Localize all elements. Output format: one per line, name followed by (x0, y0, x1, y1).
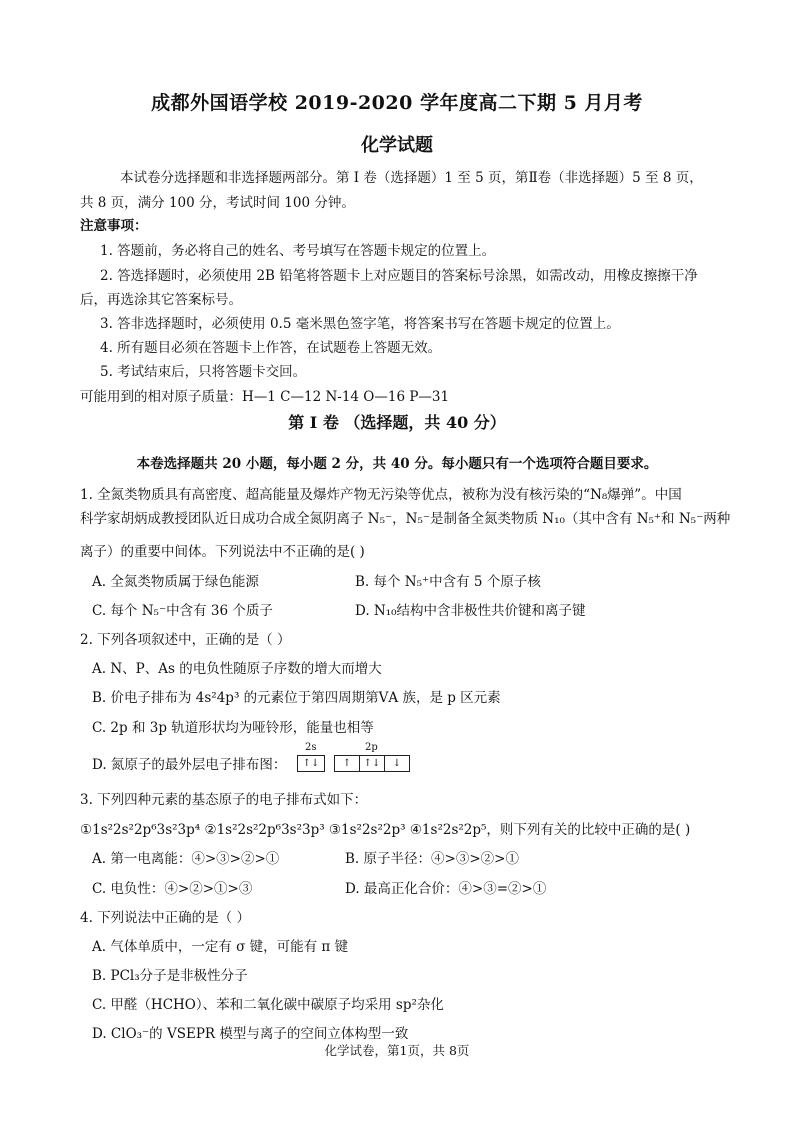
note-5: 5. 考试结束后，只将答题卡交回。 (100, 364, 307, 380)
orbital-box-2p (334, 755, 410, 772)
q2-option-b: B. 价电子排布为 4s²4p³ 的元素位于第四周期第ⅤA 族，是 p 区元素 (92, 690, 501, 706)
q4-option-b: B. PCl₃分子是非极性分子 (92, 968, 248, 984)
q3-configs: ①1s²2s²2p⁶3s²3p⁴ ②1s²2s²2p⁶3s²3p³ ③1s²2s²2p³ ④1s²2s²2p⁵，则下列有关的比较中正确的是( ) (80, 822, 691, 838)
notes-heading: 注意事项： (80, 218, 148, 234)
q2-option-c: C. 2p 和 3p 轨道形状均为哑铃形，能量也相等 (92, 720, 374, 736)
paired-electron-arrows-icon: ↑↓ (360, 756, 385, 771)
paired-electron-arrows-icon: ↑↓ (302, 758, 320, 769)
note-1: 1. 答题前，务必将自己的姓名、考号填写在答题卡规定的位置上。 (100, 243, 496, 259)
atomic-masses: 可能用到的相对原子质量：H—1 C—12 N-14 O—16 P—31 (80, 389, 450, 405)
q4-stem: 4. 下列说法中正确的是（ ） (80, 910, 250, 926)
note-4: 4. 所有题目必须在答题卡上作答，在试题卷上答题无效。 (100, 340, 442, 356)
q3-stem: 3. 下列四种元素的基态原子的电子排布式如下： (80, 792, 368, 808)
q2-stem: 2. 下列各项叙述中，正确的是（ ） (80, 632, 291, 648)
q3-option-b: B. 原子半径：④>③>②>① (345, 851, 519, 867)
q1-option-d: D. N₁₀结构中含非极性共价键和离子键 (355, 603, 586, 619)
note-2-line-1: 2. 答选择题时，必须使用 2B 铅笔将答题卡上对应题目的答案标号涂黑，如需改动，用橡皮擦擦干净 (100, 268, 698, 284)
q3-option-a: A. 第一电离能：④>③>②>① (92, 851, 280, 867)
q1-option-a: A. 全氮类物质属于绿色能源 (92, 574, 259, 590)
note-3: 3. 答非选择题时，必须使用 0.5 毫米黑色签字笔，将答案书写在答题卡规定的位置上。 (100, 316, 620, 332)
up-arrow-icon: ↑ (335, 756, 360, 771)
q3-option-c: C. 电负性：④>②>①>③ (92, 881, 253, 897)
q2-option-a: A. N、P、As 的电负性随原子序数的增大而增大 (92, 661, 382, 677)
intro-line-2: 共 8 页，满分 100 分，考试时间 100 分钟。 (80, 195, 355, 211)
orbital-box-2s (297, 755, 325, 772)
q4-option-d: D. ClO₃⁻的 VSEPR 模型与离子的空间立体构型一致 (92, 1026, 409, 1042)
q3-option-d: D. 最高正化合价：④>③=②>① (345, 881, 547, 897)
down-arrow-icon: ↓ (392, 758, 402, 769)
q1-line-1: 1. 全氮类物质具有高密度、超高能量及爆炸产物无污染等优点，被称为没有核污染的“N₈爆弹”。中国 (80, 487, 682, 503)
page-footer: 化学试卷，第1页，共 8页 (324, 1043, 470, 1058)
orbital-label-2s: 2s (305, 742, 317, 753)
note-2-line-2: 后，再选涂其它答案标号。 (80, 292, 242, 308)
q1-option-b: B. 每个 N₅⁺中含有 5 个原子核 (355, 574, 541, 590)
intro-line-1: 本试卷分选择题和非选择题两部分。第 Ⅰ 卷（选择题）1 至 5 页，第Ⅱ卷（非选择题）5 至 8 页， (120, 170, 703, 186)
orbital-label-2p: 2p (365, 742, 378, 753)
q1-option-c: C. 每个 N₅⁻中含有 36 个质子 (92, 603, 273, 619)
q1-line-3: 离子）的重要中间体。下列说法中不正确的是( ) (80, 544, 365, 560)
exam-subtitle: 化学试题 (361, 135, 433, 156)
q2-option-d: D. 氮原子的最外层电子排布图： (92, 757, 287, 773)
exam-title: 成都外国语学校 2019-2020 学年度高二下期 5 月月考 (151, 92, 643, 114)
q4-option-a: A. 气体单质中，一定有 σ 键，可能有 π 键 (92, 939, 349, 955)
q4-option-c: C. 甲醛（HCHO）、苯和二氧化碳中碳原子均采用 sp²杂化 (92, 997, 444, 1013)
section-heading: 第 Ⅰ 卷 （选择题，共 40 分） (288, 413, 506, 432)
q1-line-2: 科学家胡炳成教授团队近日成功合成全氮阴离子 N₅⁻，N₅⁻是制备全氮类物质 N₁₀（其中含有 N₅⁺和 N₅⁻两种 (80, 511, 731, 527)
section-instruction: 本卷选择题共 20 小题，每小题 2 分，共 40 分。每小题只有一个选项符合题目要求。 (136, 456, 658, 472)
